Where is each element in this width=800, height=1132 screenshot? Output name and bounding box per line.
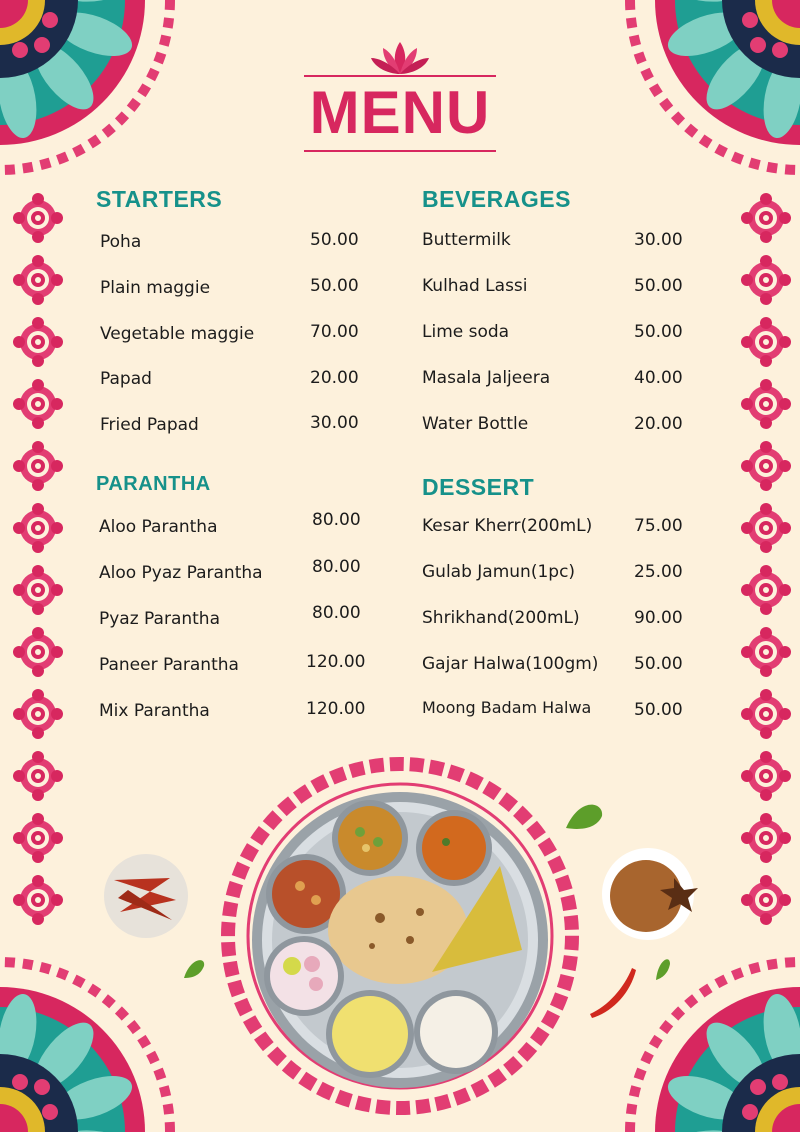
- bowl-icon: [326, 990, 414, 1078]
- item-name: Gajar Halwa(100gm): [422, 654, 599, 674]
- item-price: 90.00: [634, 608, 683, 628]
- item-name: Vegetable maggie: [100, 324, 255, 344]
- leaf-icon: [566, 805, 602, 829]
- section-title: PARANTHA: [96, 473, 211, 495]
- item-name: Papad: [100, 369, 152, 389]
- flower-icon: [13, 441, 63, 491]
- item-price: 50.00: [634, 322, 683, 342]
- section-title: DESSERT: [422, 474, 535, 500]
- chilli-bowl-icon: [104, 854, 188, 938]
- bowl-icon: [332, 800, 408, 876]
- item-price: 50.00: [634, 654, 683, 674]
- flower-icon: [13, 317, 63, 367]
- item-price: 20.00: [310, 368, 359, 388]
- section-title: BEVERAGES: [422, 186, 571, 212]
- flower-icon: [741, 317, 791, 367]
- flower-icon: [741, 503, 791, 553]
- item-price: 30.00: [634, 230, 683, 250]
- item-name: Lime soda: [422, 322, 510, 342]
- item-name: Poha: [100, 232, 142, 252]
- food-illustration: [0, 750, 800, 1132]
- item-price: 75.00: [634, 516, 683, 536]
- bowl-icon: [414, 990, 498, 1074]
- flower-icon: [13, 379, 63, 429]
- item-price: 40.00: [634, 368, 683, 388]
- leaf-icon: [656, 959, 670, 980]
- item-name: Plain maggie: [100, 278, 211, 298]
- item-name: Shrikhand(200mL): [422, 608, 580, 628]
- item-name: Paneer Parantha: [99, 655, 239, 675]
- item-price: 50.00: [310, 230, 359, 250]
- flower-icon: [13, 193, 63, 243]
- item-name: Water Bottle: [422, 414, 529, 434]
- item-price: 120.00: [306, 652, 366, 672]
- item-price: 50.00: [310, 276, 359, 296]
- flower-icon: [741, 441, 791, 491]
- item-name: Moong Badam Halwa: [422, 698, 592, 717]
- item-price: 80.00: [312, 603, 361, 623]
- item-price: 80.00: [312, 557, 361, 577]
- item-name: Pyaz Parantha: [99, 609, 221, 629]
- item-price: 50.00: [634, 700, 683, 720]
- flower-icon: [13, 255, 63, 305]
- item-price: 20.00: [634, 414, 683, 434]
- flower-icon: [741, 627, 791, 677]
- item-name: Aloo Pyaz Parantha: [99, 563, 263, 583]
- flower-icon: [741, 689, 791, 739]
- flower-icon: [13, 689, 63, 739]
- item-name: Kulhad Lassi: [422, 276, 528, 296]
- item-name: Aloo Parantha: [99, 517, 218, 537]
- item-name: Gulab Jamun(1pc): [422, 562, 576, 582]
- title-rule-bottom: [304, 150, 496, 152]
- item-price: 70.00: [310, 322, 359, 342]
- item-price: 120.00: [306, 699, 366, 719]
- mandala-icon: [0, 0, 180, 180]
- chilli-icon: [590, 968, 636, 1018]
- flower-icon: [741, 193, 791, 243]
- flower-icon: [741, 565, 791, 615]
- leaf-icon: [184, 960, 204, 978]
- item-name: Buttermilk: [422, 230, 511, 250]
- item-name: Fried Papad: [100, 415, 199, 435]
- flower-icon: [741, 255, 791, 305]
- page-title: MENU: [309, 79, 491, 146]
- flower-icon: [741, 379, 791, 429]
- lotus-icon: [367, 38, 433, 80]
- item-price: 50.00: [634, 276, 683, 296]
- item-price: 80.00: [312, 510, 361, 530]
- section-title: STARTERS: [96, 186, 223, 212]
- title-rule-top: [304, 75, 496, 77]
- flower-icon: [13, 627, 63, 677]
- item-price: 25.00: [634, 562, 683, 582]
- item-name: Kesar Kherr(200mL): [422, 516, 593, 536]
- item-price: 30.00: [310, 413, 359, 433]
- flower-icon: [13, 503, 63, 553]
- mandala-icon: [620, 0, 800, 180]
- bowl-icon: [416, 810, 492, 886]
- item-name: Masala Jaljeera: [422, 368, 551, 388]
- spice-bowl-icon: [602, 848, 698, 940]
- flower-icon: [13, 565, 63, 615]
- item-name: Mix Parantha: [99, 701, 210, 721]
- bowl-icon: [264, 936, 344, 1016]
